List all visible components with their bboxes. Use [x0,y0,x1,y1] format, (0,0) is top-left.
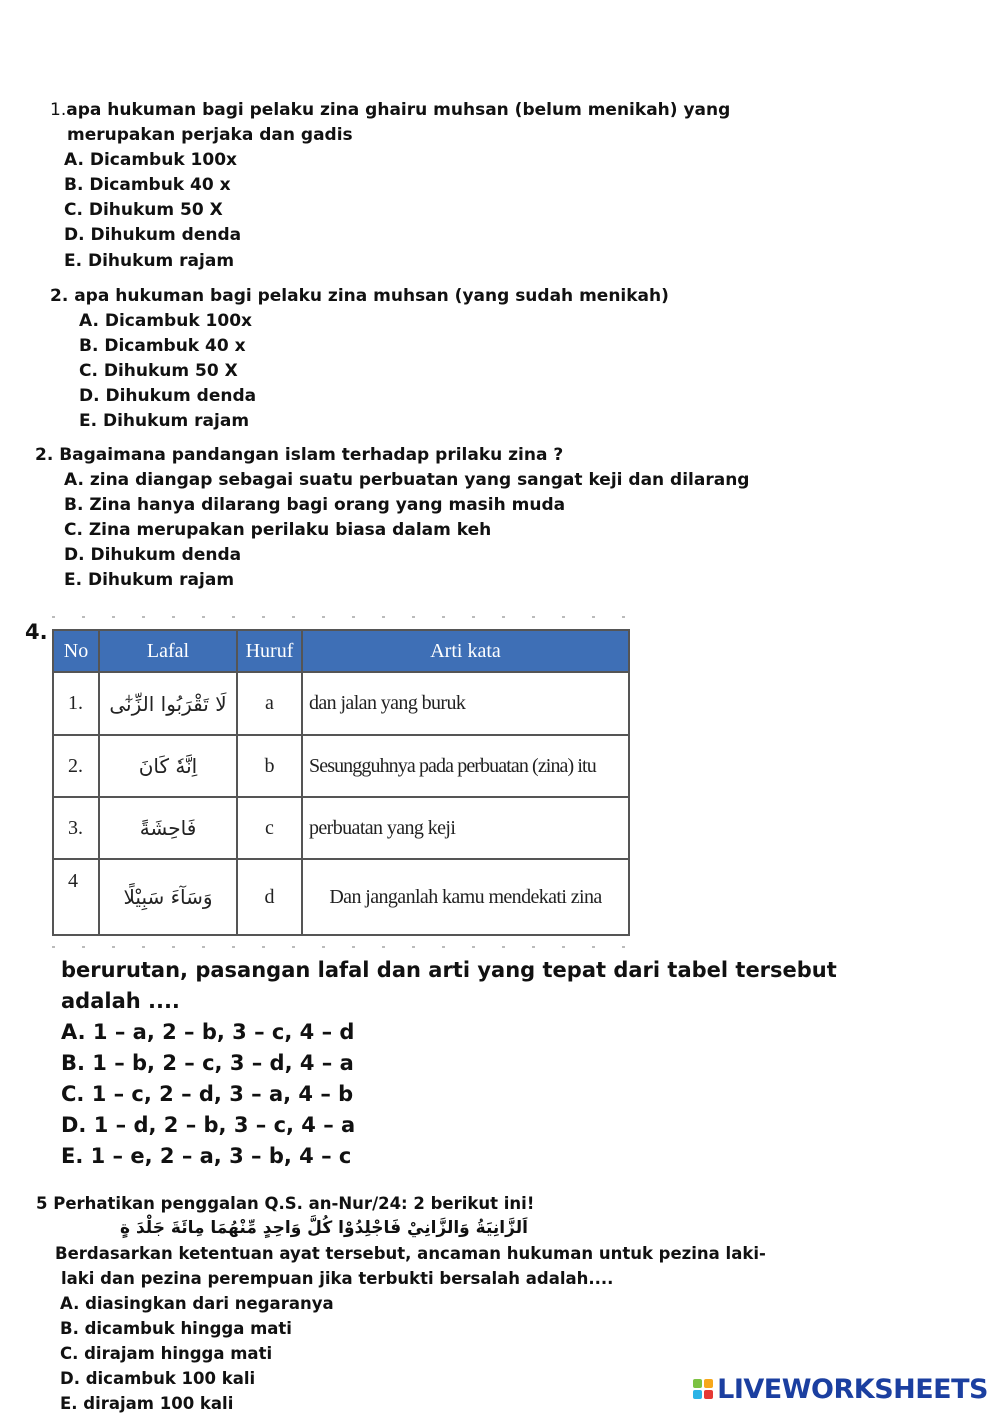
q4-number: 4. [25,620,48,644]
q4-option-e[interactable]: E. 1 – e, 2 – a, 3 – b, 4 – c [61,1144,352,1168]
header-lafal: Lafal [99,630,237,672]
q1-question [50,99,730,121]
row-lafal: اِنَّهٗ كَانَ [99,735,237,797]
logo-square-icon [704,1379,713,1388]
q2-option-c[interactable]: C. Dihukum 50 X [79,361,238,381]
row-arti: dan jalan yang buruk [302,672,629,735]
q1-option-b[interactable]: B. Dicambuk 40 x [64,175,231,195]
logo-text: LIVEWORKSHEETS [717,1373,988,1405]
row-no: 4 [53,859,99,935]
row-no: 2. [53,735,99,797]
liveworksheets-logo [693,1374,988,1404]
q2-option-d[interactable]: D. Dihukum denda [79,386,257,406]
row-arti: Sesungguhnya pada perbuatan (zina) itu [302,735,629,797]
q5-option-d[interactable]: D. dicambuk 100 kali [60,1369,256,1388]
q3-option-d[interactable]: D. Dihukum denda [64,545,242,565]
q2-option-e[interactable]: E. Dihukum rajam [79,411,250,431]
q4-option-c[interactable]: C. 1 – c, 2 – d, 3 – a, 4 – b [61,1082,354,1106]
q1-number: 1. [50,100,67,120]
q1-option-d[interactable]: D. Dihukum denda [64,225,242,245]
q4-text-line2: adalah .... [61,989,180,1013]
q5-option-c[interactable]: C. dirajam hingga mati [60,1344,273,1363]
row-huruf: b [237,735,302,797]
q5-option-e[interactable]: E. dirajam 100 kali [60,1394,234,1413]
row-lafal: فَاحِشَةً [99,797,237,859]
header-huruf: Huruf [237,630,302,672]
table-header-row [53,630,629,672]
q4-text-line1: berurutan, pasangan lafal dan arti yang tepat dari tabel tersebut [61,958,837,982]
table-row [53,672,629,735]
logo-square-icon [693,1379,702,1388]
table-row [53,859,629,935]
q5-text-line2: laki dan pezina perempuan jika terbukti bersalah adalah.... [61,1269,614,1288]
row-arti: perbuatan yang keji [302,797,629,859]
q5-option-a[interactable]: A. diasingkan dari negaranya [60,1294,334,1313]
q5-option-b[interactable]: B. dicambuk hingga mati [60,1319,292,1338]
row-huruf: c [237,797,302,859]
table-top-dashes [52,616,628,618]
q3-option-c[interactable]: C. Zina merupakan perilaku biasa dalam keh [64,520,492,540]
q1-option-c[interactable]: C. Dihukum 50 X [64,200,223,220]
row-huruf: a [237,672,302,735]
q5-text-line1: Berdasarkan ketentuan ayat tersebut, ancaman hukuman untuk pezina laki- [55,1244,766,1263]
q1-option-a[interactable]: A. Dicambuk 100x [64,150,237,170]
q2-question: 2. apa hukuman bagi pelaku zina muhsan (yang sudah menikah) [50,286,669,306]
q3-option-a[interactable]: A. zina diangap sebagai suatu perbuatan yang sangat keji dan dilarang [64,470,750,490]
q1-text-line1: apa hukuman bagi pelaku zina ghairu muhsan (belum menikah) yang [66,100,731,120]
q1-option-e[interactable]: E. Dihukum rajam [64,251,235,271]
lafal-table [52,629,630,936]
header-no: No [53,630,99,672]
table-row [53,735,629,797]
q1-text-line2: merupakan perjaka dan gadis [67,125,353,145]
q2-option-a[interactable]: A. Dicambuk 100x [79,311,252,331]
logo-grid-icon [693,1379,713,1399]
q4-option-a[interactable]: A. 1 – a, 2 – b, 3 – c, 4 – d [61,1020,355,1044]
row-no: 3. [53,797,99,859]
row-lafal: وَسَآءَ سَبِيْلًا [99,859,237,935]
row-no: 1. [53,672,99,735]
q3-question: 2. Bagaimana pandangan islam terhadap prilaku zina ? [35,445,564,465]
header-arti: Arti kata [302,630,629,672]
q5-title: 5 Perhatikan penggalan Q.S. an-Nur/24: 2 berikut ini! [36,1194,535,1213]
logo-square-icon [693,1390,702,1399]
q4-option-b[interactable]: B. 1 – b, 2 – c, 3 – d, 4 – a [61,1051,354,1075]
table-bottom-dashes [52,946,628,948]
row-lafal: لَا تَقْرَبُوا الزِّنٰٓى [99,672,237,735]
table-row [53,797,629,859]
row-arti: Dan janganlah kamu mendekati zina [302,859,629,935]
q4-option-d[interactable]: D. 1 – d, 2 – b, 3 – c, 4 – a [61,1113,356,1137]
q2-option-b[interactable]: B. Dicambuk 40 x [79,336,246,356]
q3-option-b[interactable]: B. Zina hanya dilarang bagi orang yang masih muda [64,495,566,515]
q5-verse: اَلزَّانِيَةُ وَالزَّانِيْ فَاجْلِدُوْا كُلَّ وَاحِدٍ مِّنْهُمَا مِائَةَ جَلْدَ ةٍ [120,1218,528,1238]
row-huruf: d [237,859,302,935]
logo-square-icon [704,1390,713,1399]
q3-option-e[interactable]: E. Dihukum rajam [64,570,235,590]
